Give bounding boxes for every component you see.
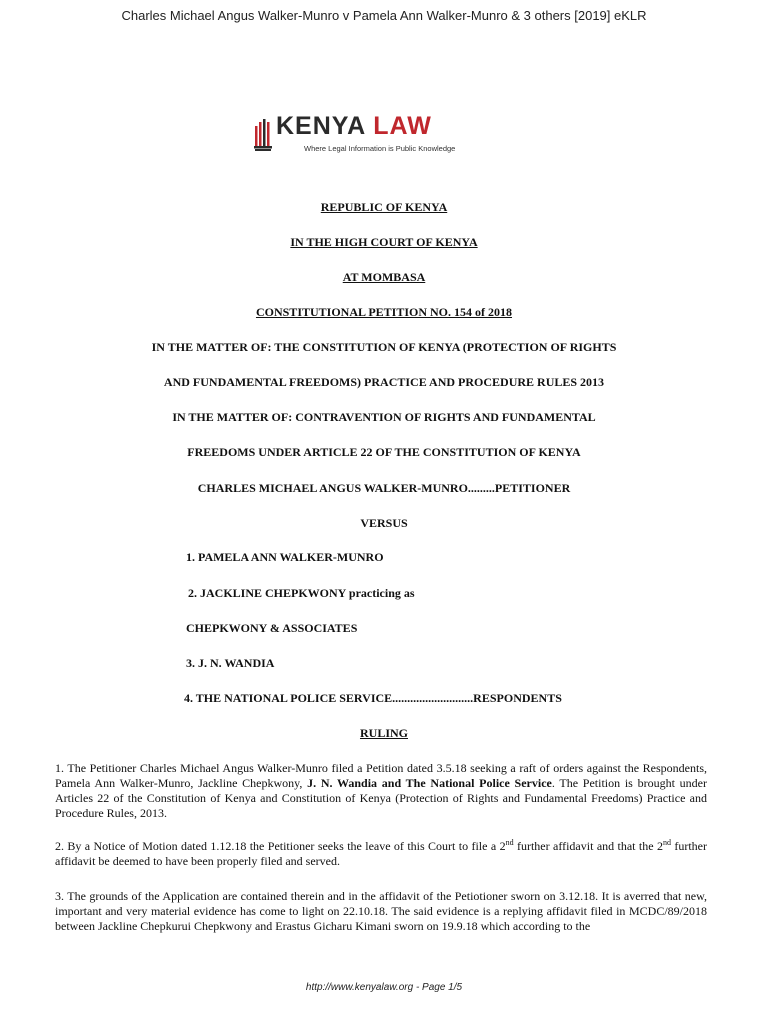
matter-2-line-2: FREEDOMS UNDER ARTICLE 22 OF THE CONSTITUTION OF KENYA <box>187 445 581 459</box>
respondent-3: 3. J. N. WANDIA <box>186 656 275 670</box>
columns-icon <box>254 116 274 152</box>
page-footer: http://www.kenyalaw.org - Page 1/5 <box>305 982 463 993</box>
document-header-title: Charles Michael Angus Walker-Munro v Pamela Ann Walker-Munro & 3 others [2019] eKLR <box>121 8 647 23</box>
ruling-heading: RULING <box>359 726 408 740</box>
republic-heading: REPUBLIC OF KENYA <box>320 200 448 214</box>
location-heading: AT MOMBASA <box>342 270 426 284</box>
logo-wordmark <box>276 112 432 141</box>
court-heading: IN THE HIGH COURT OF KENYA <box>290 235 478 249</box>
matter-1-line-2: AND FUNDAMENTAL FREEDOMS) PRACTICE AND PROCEDURE RULES 2013 <box>163 375 605 389</box>
paragraph-2: 2. By a Notice of Motion dated 1.12.18 the Petitioner seeks the leave of this Court to file a 2nd further affidavit and that the 2nd further affidavit be deemed to have been properly filed and served. <box>55 838 707 868</box>
petition-number: CONSTITUTIONAL PETITION NO. 154 of 2018 <box>255 305 513 319</box>
petitioner-line: CHARLES MICHAEL ANGUS WALKER-MUNRO.........PETITIONER <box>197 481 571 495</box>
paragraph-1: 1. The Petitioner Charles Michael Angus Walker-Munro filed a Petition dated 3.5.18 seeking a raft of orders against the Respondents, Pamela Ann Walker-Munro, Jackline Chepkwony, J. N. Wandia and The National Police Service. The Petition is brought under Articles 22 of the Constitution of Kenya and Constitution of Kenya (Protection of Rights and Fundamental Freedoms) Practice and Procedure Rules, 2013. <box>55 761 707 820</box>
versus-label: VERSUS <box>360 516 408 530</box>
matter-1-line-1: IN THE MATTER OF: THE CONSTITUTION OF KENYA (PROTECTION OF RIGHTS <box>151 340 617 354</box>
paragraph-1-bold-parties: J. N. Wandia and The National Police Service <box>307 776 552 790</box>
respondent-2-firm: CHEPKWONY & ASSOCIATES <box>186 621 358 635</box>
respondent-1: 1. PAMELA ANN WALKER-MUNRO <box>186 550 384 564</box>
paragraph-3: 3. The grounds of the Application are contained therein and in the affidavit of the Petiotioner sworn on 3.12.18. It is averred that new, important and very material evidence has come to light on 22.10.18. The said evidence is a replying affidavit filed in MCDC/89/2018 between Jackline Chepkurui Chepkwony and Erastus Gicharu Kimani sworn on 19.9.18 which according to the <box>55 889 707 933</box>
matter-2-line-1: IN THE MATTER OF: CONTRAVENTION OF RIGHTS AND FUNDAMENTAL <box>172 410 596 424</box>
logo-word-kenya: KENYA <box>276 112 366 140</box>
respondent-4: 4. THE NATIONAL POLICE SERVICE...........................RESPONDENTS <box>184 691 562 705</box>
respondent-2: 2. JACKLINE CHEPKWONY practicing as <box>188 586 415 600</box>
logo-word-law: LAW <box>373 112 432 140</box>
kenya-law-logo <box>254 112 474 160</box>
logo-tagline: Where Legal Information is Public Knowledge <box>304 144 456 153</box>
